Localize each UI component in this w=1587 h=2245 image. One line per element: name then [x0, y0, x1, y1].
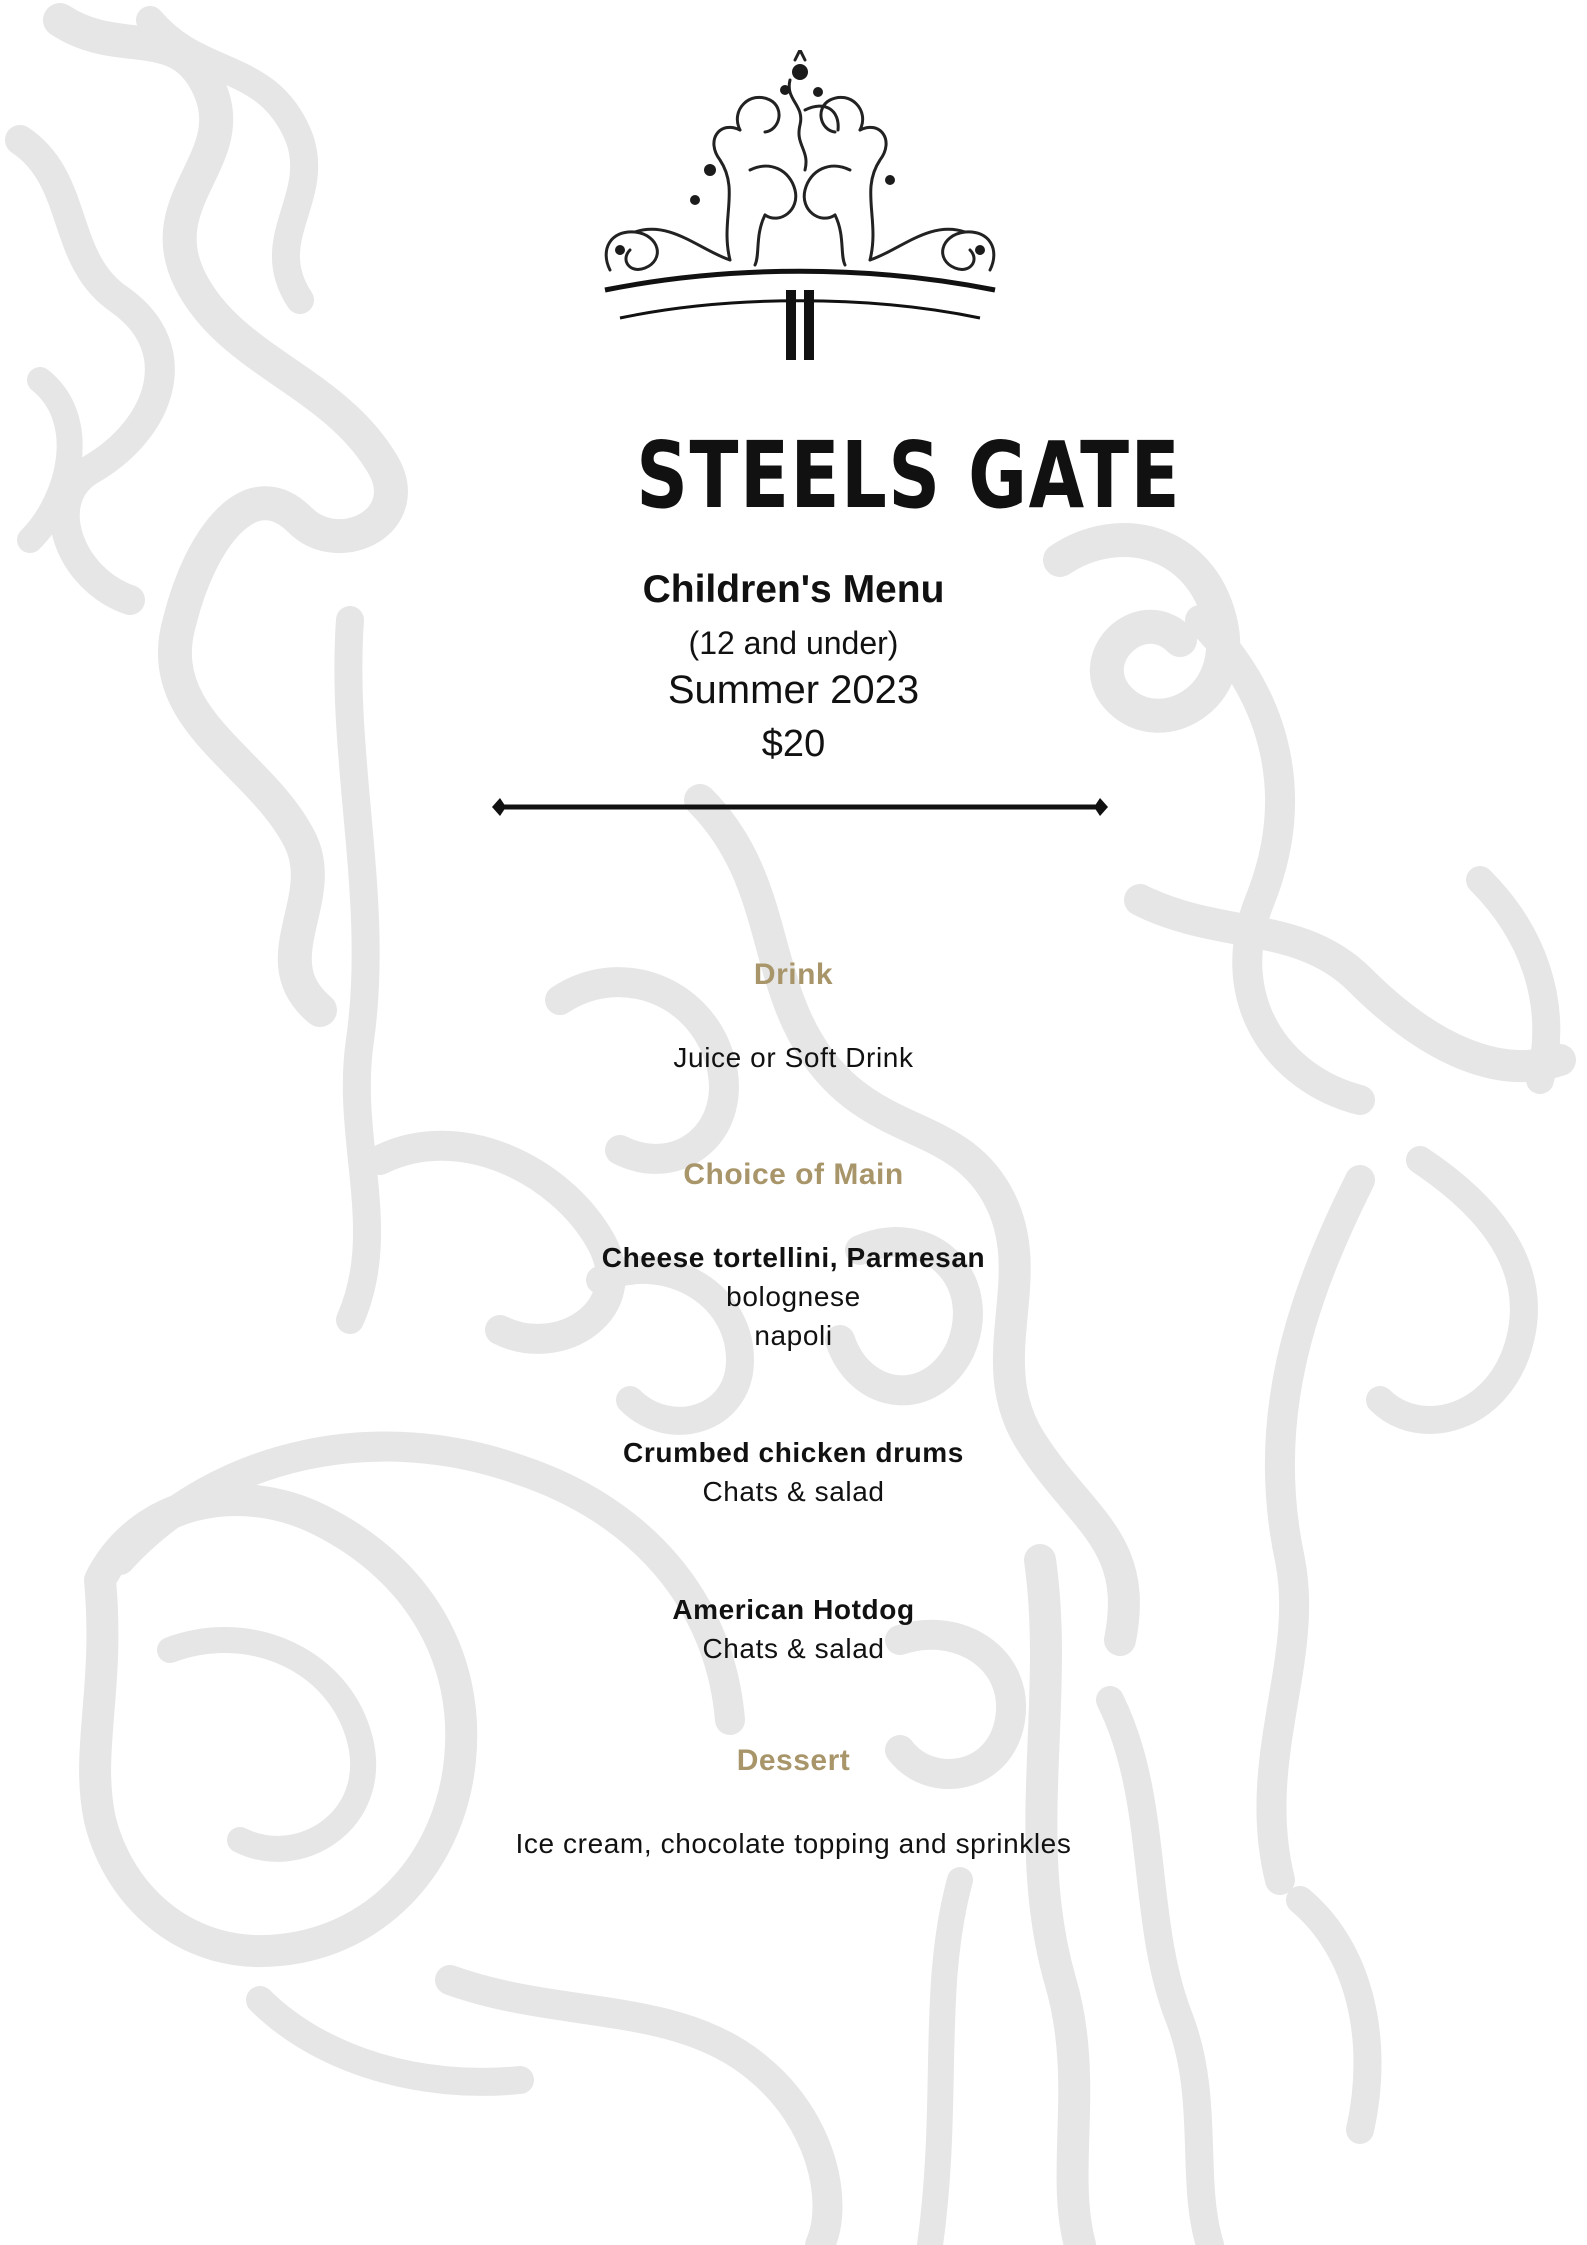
main-item-name: Crumbed chicken drums: [623, 1437, 964, 1468]
gate-crest-icon: [590, 50, 1010, 370]
age-note: (12 and under): [688, 625, 899, 661]
brand-wordmark: STEELS GATE: [636, 422, 1182, 529]
main-item-name: American Hotdog: [672, 1594, 915, 1625]
section-heading-main: Choice of Main: [683, 1158, 904, 1191]
main-item-option: napoli: [754, 1320, 833, 1351]
section-heading-drink: Drink: [753, 958, 834, 991]
menu-price: $20: [761, 723, 826, 765]
steels-gate-logo: [590, 50, 1182, 529]
menu-title: Children's Menu: [642, 568, 945, 611]
main-item-option: bolognese: [726, 1281, 861, 1312]
dessert-item: Ice cream, chocolate topping and sprinkles: [515, 1828, 1072, 1859]
main-item-option: Chats & salad: [702, 1633, 885, 1664]
section-heading-dessert: Dessert: [736, 1744, 851, 1777]
ornamental-divider: [490, 795, 1110, 819]
menu-season: Summer 2023: [667, 668, 920, 712]
main-item-name: Cheese tortellini, Parmesan: [601, 1242, 986, 1273]
main-item-option: Chats & salad: [702, 1476, 885, 1507]
drink-item: Juice or Soft Drink: [673, 1042, 914, 1073]
